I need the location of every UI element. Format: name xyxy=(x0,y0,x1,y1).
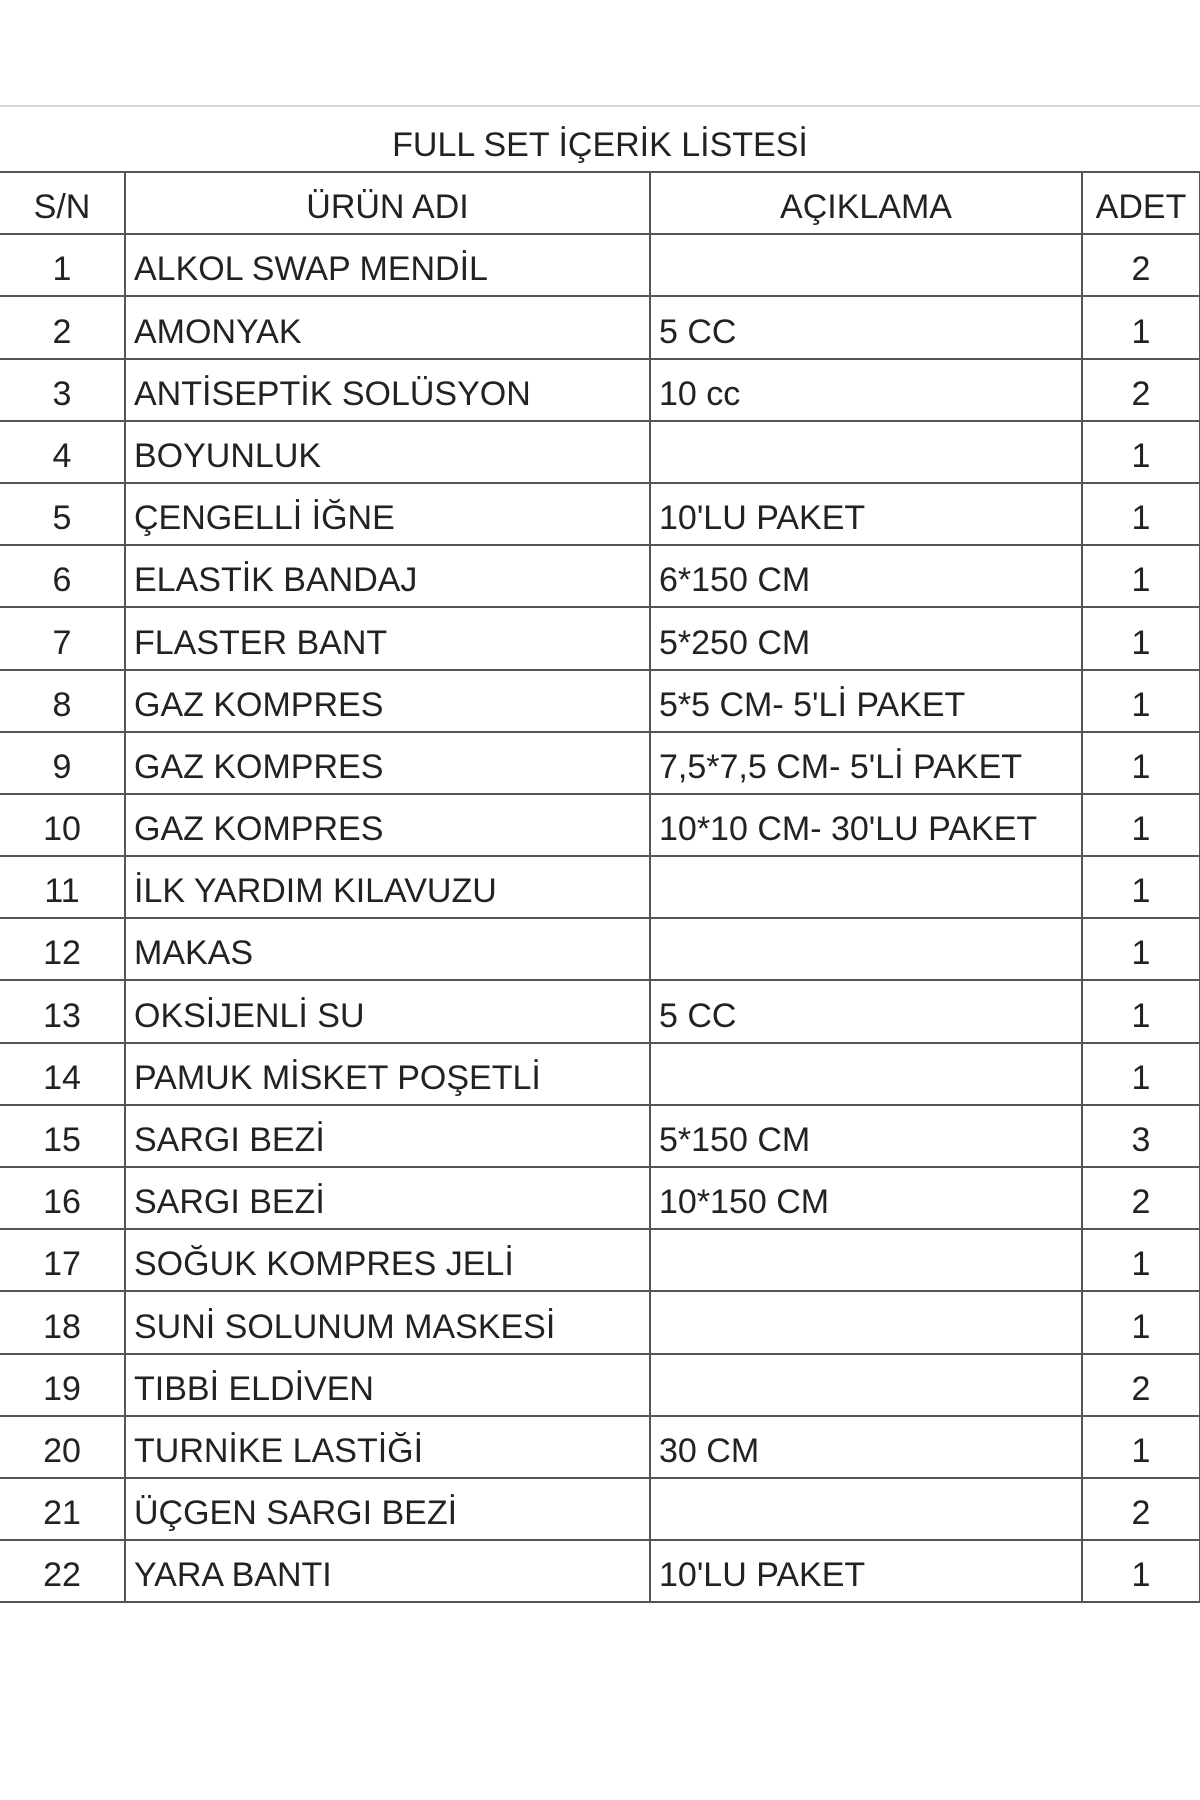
row-product-name: GAZ KOMPRES xyxy=(125,794,650,856)
row-product-name: AMONYAK xyxy=(125,296,650,358)
row-description xyxy=(650,234,1082,296)
row-quantity: 1 xyxy=(1082,918,1200,980)
table-row xyxy=(0,1043,1200,1105)
table-row xyxy=(0,359,1200,421)
table-row xyxy=(0,1291,1200,1353)
table-row xyxy=(0,1416,1200,1478)
table-row xyxy=(0,670,1200,732)
row-description xyxy=(650,918,1082,980)
row-quantity: 2 xyxy=(1082,359,1200,421)
row-sn: 9 xyxy=(0,732,125,794)
row-sn: 21 xyxy=(0,1478,125,1540)
title-row xyxy=(0,106,1200,172)
header-quantity: ADET xyxy=(1082,172,1200,234)
row-description xyxy=(650,1478,1082,1540)
row-product-name: YARA BANTI xyxy=(125,1540,650,1602)
row-description: 10'LU PAKET xyxy=(650,483,1082,545)
row-quantity: 1 xyxy=(1082,856,1200,918)
header-description: AÇIKLAMA xyxy=(650,172,1082,234)
row-sn: 17 xyxy=(0,1229,125,1291)
row-product-name: MAKAS xyxy=(125,918,650,980)
row-quantity: 1 xyxy=(1082,607,1200,669)
table-row xyxy=(0,1229,1200,1291)
row-description: 5 CC xyxy=(650,296,1082,358)
row-quantity: 1 xyxy=(1082,296,1200,358)
row-product-name: TIBBİ ELDİVEN xyxy=(125,1354,650,1416)
row-product-name: İLK YARDIM KILAVUZU xyxy=(125,856,650,918)
header-sn: S/N xyxy=(0,172,125,234)
row-sn: 11 xyxy=(0,856,125,918)
row-product-name: FLASTER BANT xyxy=(125,607,650,669)
row-quantity: 2 xyxy=(1082,1478,1200,1540)
row-description xyxy=(650,1043,1082,1105)
row-quantity: 1 xyxy=(1082,545,1200,607)
row-description xyxy=(650,1354,1082,1416)
row-quantity: 1 xyxy=(1082,1291,1200,1353)
row-description: 30 CM xyxy=(650,1416,1082,1478)
row-quantity: 1 xyxy=(1082,794,1200,856)
row-quantity: 2 xyxy=(1082,1354,1200,1416)
row-product-name: GAZ KOMPRES xyxy=(125,670,650,732)
row-sn: 6 xyxy=(0,545,125,607)
row-sn: 16 xyxy=(0,1167,125,1229)
row-description: 5*5 CM- 5'Lİ PAKET xyxy=(650,670,1082,732)
table-row xyxy=(0,483,1200,545)
row-quantity: 2 xyxy=(1082,1167,1200,1229)
row-sn: 20 xyxy=(0,1416,125,1478)
row-description: 5*250 CM xyxy=(650,607,1082,669)
row-description xyxy=(650,1229,1082,1291)
row-description: 7,5*7,5 CM- 5'Lİ PAKET xyxy=(650,732,1082,794)
row-quantity: 1 xyxy=(1082,421,1200,483)
table-row xyxy=(0,918,1200,980)
row-product-name: SUNİ SOLUNUM MASKESİ xyxy=(125,1291,650,1353)
table-title: FULL SET İÇERİK LİSTESİ xyxy=(0,106,1200,172)
row-description: 5 CC xyxy=(650,980,1082,1042)
table-row xyxy=(0,296,1200,358)
row-product-name: ANTİSEPTİK SOLÜSYON xyxy=(125,359,650,421)
row-description: 5*150 CM xyxy=(650,1105,1082,1167)
contents-table xyxy=(0,105,1200,1603)
row-sn: 18 xyxy=(0,1291,125,1353)
row-sn: 1 xyxy=(0,234,125,296)
row-product-name: SARGI BEZİ xyxy=(125,1167,650,1229)
row-quantity: 1 xyxy=(1082,1043,1200,1105)
row-description: 10*10 CM- 30'LU PAKET xyxy=(650,794,1082,856)
row-product-name: GAZ KOMPRES xyxy=(125,732,650,794)
row-product-name: ALKOL SWAP MENDİL xyxy=(125,234,650,296)
row-product-name: ELASTİK BANDAJ xyxy=(125,545,650,607)
row-description xyxy=(650,1291,1082,1353)
table-body xyxy=(0,106,1200,1602)
row-description: 10'LU PAKET xyxy=(650,1540,1082,1602)
table-row xyxy=(0,607,1200,669)
row-product-name: OKSİJENLİ SU xyxy=(125,980,650,1042)
row-description: 10 cc xyxy=(650,359,1082,421)
row-quantity: 1 xyxy=(1082,1229,1200,1291)
row-sn: 2 xyxy=(0,296,125,358)
row-sn: 22 xyxy=(0,1540,125,1602)
table-row xyxy=(0,856,1200,918)
row-sn: 10 xyxy=(0,794,125,856)
row-description: 10*150 CM xyxy=(650,1167,1082,1229)
row-product-name: ÜÇGEN SARGI BEZİ xyxy=(125,1478,650,1540)
row-sn: 8 xyxy=(0,670,125,732)
row-description xyxy=(650,856,1082,918)
row-quantity: 3 xyxy=(1082,1105,1200,1167)
row-description: 6*150 CM xyxy=(650,545,1082,607)
row-sn: 5 xyxy=(0,483,125,545)
row-sn: 3 xyxy=(0,359,125,421)
row-quantity: 1 xyxy=(1082,670,1200,732)
table-row xyxy=(0,1167,1200,1229)
row-quantity: 1 xyxy=(1082,980,1200,1042)
row-product-name: SARGI BEZİ xyxy=(125,1105,650,1167)
table-row xyxy=(0,980,1200,1042)
header-product-name: ÜRÜN ADI xyxy=(125,172,650,234)
table-row xyxy=(0,234,1200,296)
row-sn: 19 xyxy=(0,1354,125,1416)
row-product-name: PAMUK MİSKET POŞETLİ xyxy=(125,1043,650,1105)
table-row xyxy=(0,421,1200,483)
table-row xyxy=(0,1105,1200,1167)
table-row xyxy=(0,1354,1200,1416)
row-quantity: 1 xyxy=(1082,1416,1200,1478)
table-row xyxy=(0,732,1200,794)
row-sn: 13 xyxy=(0,980,125,1042)
row-product-name: ÇENGELLİ İĞNE xyxy=(125,483,650,545)
row-sn: 7 xyxy=(0,607,125,669)
row-description xyxy=(650,421,1082,483)
row-sn: 15 xyxy=(0,1105,125,1167)
row-product-name: SOĞUK KOMPRES JELİ xyxy=(125,1229,650,1291)
row-sn: 12 xyxy=(0,918,125,980)
row-quantity: 1 xyxy=(1082,1540,1200,1602)
table-row xyxy=(0,1478,1200,1540)
row-quantity: 1 xyxy=(1082,732,1200,794)
table-row xyxy=(0,1540,1200,1602)
row-product-name: BOYUNLUK xyxy=(125,421,650,483)
row-sn: 4 xyxy=(0,421,125,483)
table-row xyxy=(0,545,1200,607)
row-product-name: TURNİKE LASTİĞİ xyxy=(125,1416,650,1478)
row-sn: 14 xyxy=(0,1043,125,1105)
header-row xyxy=(0,172,1200,234)
table-row xyxy=(0,794,1200,856)
row-quantity: 2 xyxy=(1082,234,1200,296)
row-quantity: 1 xyxy=(1082,483,1200,545)
